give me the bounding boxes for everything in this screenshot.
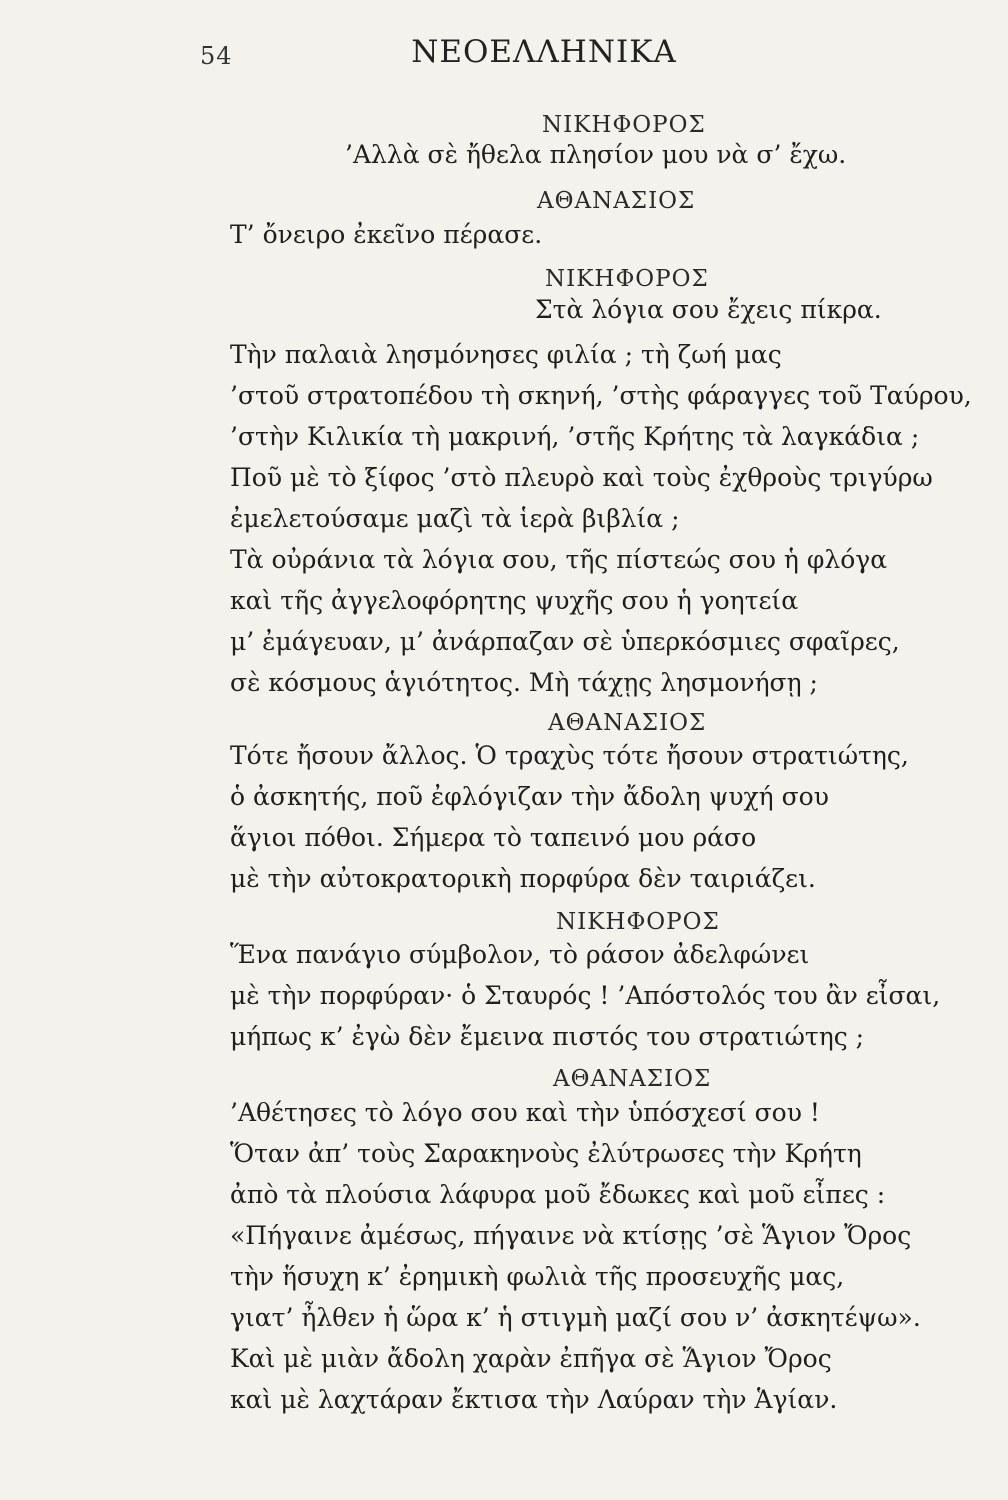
verse-line-22: ἀπὸ τὰ πλούσια λάφυρα μοῦ ἔδωκες καὶ μοῦ εἶπες : bbox=[230, 1180, 886, 1209]
verse-line-25: γιατ’ ἦλθεν ἡ ὥρα κ’ ἡ στιγμὴ μαζί σου ν’ ἀσκητέψω». bbox=[230, 1303, 921, 1332]
verse-line-3: Στὰ λόγια σου ἔχεις πίκρα. bbox=[535, 295, 882, 324]
verse-line-19: μήπως κ’ ἐγὼ δὲν ἔμεινα πιστός του στρατιώτης ; bbox=[230, 1022, 865, 1051]
speaker-athanasios-2: ΑΘΑΝΑΣΙΟΣ bbox=[548, 710, 707, 736]
speaker-nikiforos-1: ΝΙΚΗΦΟΡΟΣ bbox=[542, 112, 706, 138]
verse-line-17: Ἕνα πανάγιο σύμβολον, τὸ ράσον ἀδελφώνει bbox=[230, 940, 810, 969]
verse-line-5: ’στοῦ στρατοπέδου τὴ σκηνή, ’στὴς φάραγγες τοῦ Ταύρου, bbox=[230, 381, 972, 410]
verse-line-8: ἐμελετούσαμε μαζὶ τὰ ἱερὰ βιβλία ; bbox=[230, 504, 680, 533]
speaker-athanasios-1: ΑΘΑΝΑΣΙΟΣ bbox=[537, 188, 696, 214]
verse-line-18: μὲ τὴν πορφύραν· ὁ Σταυρός ! ’Απόστολός του ἂν εἶσαι, bbox=[230, 981, 941, 1010]
verse-line-11: μ’ ἐμάγευαν, μ’ ἀνάρπαζαν σὲ ὑπερκόσμιες σφαῖρες, bbox=[230, 627, 900, 656]
verse-line-26: Καὶ μὲ μιὰν ἄδολη χαρὰν ἐπῆγα σὲ Ἅγιον Ὄρος bbox=[230, 1344, 832, 1373]
verse-line-6: ’στὴν Κιλικία τὴ μακρινή, ’στῆς Κρήτης τὰ λαγκάδια ; bbox=[230, 422, 920, 451]
verse-line-7: Ποῦ μὲ τὸ ξίφος ’στὸ πλευρὸ καὶ τοὺς ἐχθροὺς τριγύρω bbox=[230, 463, 933, 492]
page-number: 54 bbox=[200, 42, 233, 70]
verse-line-15: ἅγιοι πόθοι. Σήμερα τὸ ταπεινό μου ράσο bbox=[230, 823, 757, 852]
verse-line-21: Ὅταν ἀπ’ τοὺς Σαρακηνοὺς ἐλύτρωσες τὴν Κρήτη bbox=[230, 1139, 862, 1168]
verse-line-24: τὴν ἥσυχη κ’ ἐρημικὴ φωλιὰ τῆς προσευχῆς μας, bbox=[230, 1262, 845, 1291]
verse-line-13: Τότε ἤσουν ἄλλος. Ὁ τραχὺς τότε ἤσουν στρατιώτης, bbox=[230, 741, 909, 770]
verse-line-1: ’Αλλὰ σὲ ἤθελα πλησίον μου νὰ σ’ ἔχω. bbox=[345, 140, 847, 169]
verse-line-23: «Πήγαινε ἀμέσως, πήγαινε νὰ κτίσῃς ’σὲ Ἅγιον Ὄρος bbox=[230, 1221, 912, 1250]
speaker-nikiforos-3: ΝΙΚΗΦΟΡΟΣ bbox=[556, 909, 720, 935]
verse-line-14: ὁ ἀσκητής, ποῦ ἐφλόγιζαν τὴν ἄδολη ψυχή σου bbox=[230, 782, 829, 811]
verse-line-16: μὲ τὴν αὐτοκρατορικὴ πορφύρα δὲν ταιριάζει. bbox=[230, 864, 816, 893]
verse-line-9: Τὰ οὐράνια τὰ λόγια σου, τῆς πίστεώς σου ἡ φλόγα bbox=[230, 545, 888, 574]
verse-line-27: καὶ μὲ λαχτάραν ἔκτισα τὴν Λαύραν τὴν Ἁγίαν. bbox=[230, 1385, 838, 1414]
verse-line-4: Τὴν παλαιὰ λησμόνησες φιλία ; τὴ ζωή μας bbox=[230, 340, 782, 369]
verse-line-2: Τ’ ὄνειρο ἐκεῖνο πέρασε. bbox=[230, 220, 543, 249]
verse-line-20: ’Αθέτησες τὸ λόγο σου καὶ τὴν ὑπόσχεσί σου ! bbox=[230, 1098, 820, 1127]
running-head-title: ΝΕΟΕΛΛΗΝΙΚΑ bbox=[411, 34, 677, 70]
verse-line-10: καὶ τῆς ἀγγελοφόρητης ψυχῆς σου ἡ γοητεία bbox=[230, 586, 799, 615]
speaker-nikiforos-2: ΝΙΚΗΦΟΡΟΣ bbox=[545, 266, 709, 292]
verse-line-12: σὲ κόσμους ἁγιότητος. Μὴ τάχῃς λησμονήσῃ ; bbox=[230, 668, 818, 697]
speaker-athanasios-3: ΑΘΑΝΑΣΙΟΣ bbox=[553, 1066, 712, 1092]
